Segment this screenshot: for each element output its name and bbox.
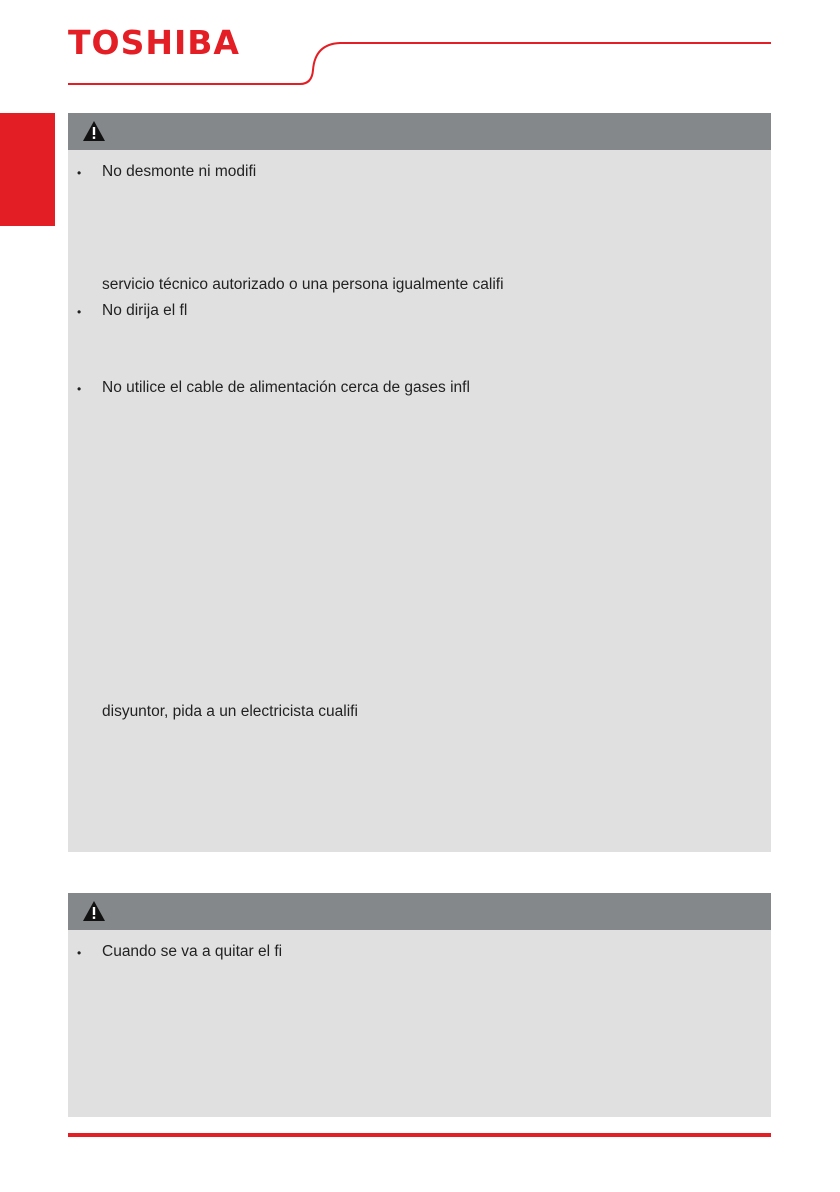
- warning-item-text: No dirija el fl: [102, 302, 188, 319]
- warning-panel-body: [68, 150, 771, 852]
- warning-panel-header: [68, 113, 771, 150]
- section-side-tab: [0, 113, 55, 226]
- list-bullet: •: [77, 166, 82, 180]
- caution-item-text: Cuando se va a quitar el fi: [102, 943, 283, 960]
- header-curve: [68, 43, 771, 84]
- list-bullet: •: [77, 946, 82, 960]
- header-divider-line: [0, 0, 840, 90]
- warning-triangle-icon: [82, 120, 106, 142]
- warning-panel: [68, 113, 771, 852]
- caution-panel-body: [68, 930, 771, 1117]
- caution-panel: [68, 893, 771, 1117]
- warning-item-text: No desmonte ni modifi: [102, 163, 257, 180]
- footer-divider-line: [68, 1133, 771, 1137]
- caution-panel-header: [68, 893, 771, 930]
- warning-item-text: servicio técnico autorizado o una persona igualmente califi: [102, 276, 504, 293]
- list-bullet: •: [77, 305, 82, 319]
- list-bullet: •: [77, 382, 82, 396]
- warning-item-text: disyuntor, pida a un electricista cualifi: [102, 703, 358, 720]
- warning-triangle-icon: [82, 900, 106, 922]
- toshiba-logo: TOSHIBA: [68, 23, 240, 62]
- warning-item-text: No utilice el cable de alimentación cerca de gases infl: [102, 379, 470, 396]
